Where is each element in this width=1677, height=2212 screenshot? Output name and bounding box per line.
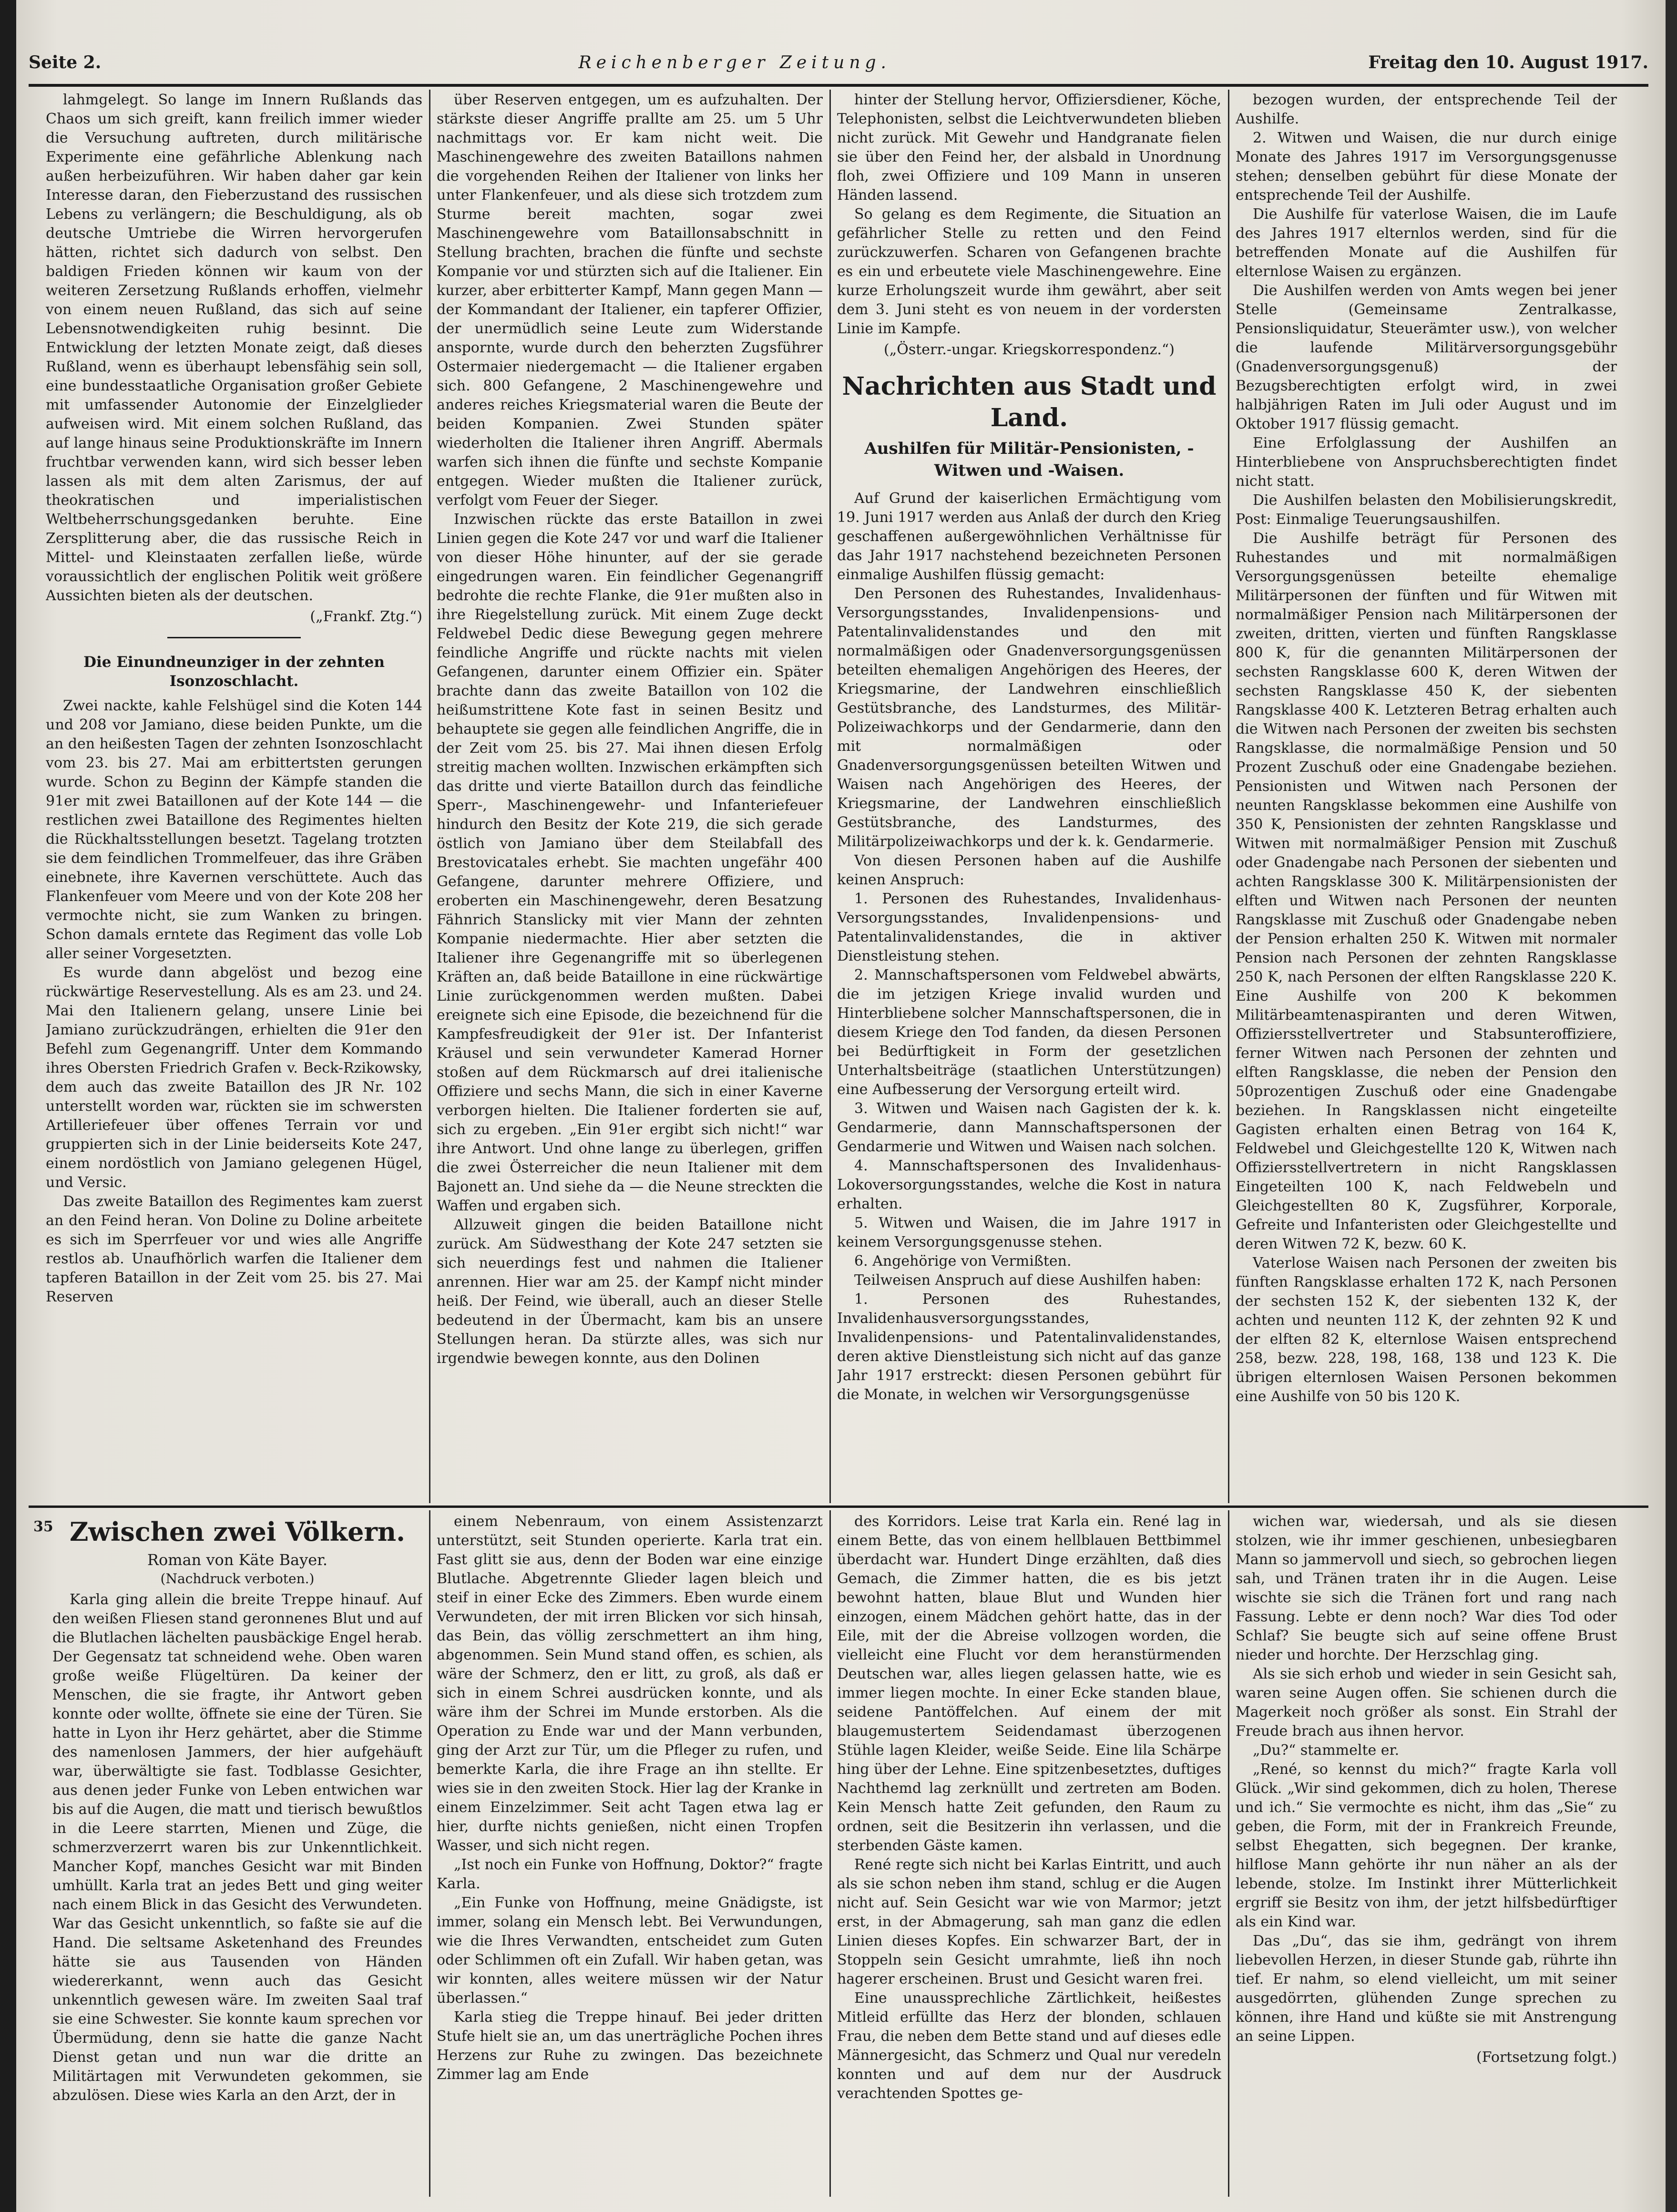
feuilleton-column-4 — [1236, 1512, 1617, 2197]
paragraph: einem Nebenraum, von einem Assistenzarzt unterstützt, seit Stunden operierte. Karla trat ein. Fast glitt sie aus, denn der Boden war eine einzige Blutlache. Abgetrennte Glieder lagen bleich und steif in einer Ecke des Zimmers. Eben wurde einem Verwundeten, der mit irren Blicken vor sich hinsah, das Bein, das völlig zerschmettert an ihm hing, abgenommen. Sein Mund stand offen, es schien, als wäre der Schmerz, den er litt, zu groß, als daß er sich in einem Schrei ausdrücken konnte, und als wäre ihm der Schrei im Munde erstorben. Als die Operation zu Ende war und der Mann verbunden, ging der Arzt zur Tür, um die Pfleger zu rufen, und bemerkte Karla, die ihre Frage an ihn stellte. Er wies sie in den zweiten Stock. Hier lag der Kranke in einem Einzelzimmer. Seit acht Tagen etwa lag er hier, durfte nichts genießen, nicht einen Tropfen Wasser, und sich nicht regen. — [437, 1513, 823, 1854]
paragraph: Das „Du“, das sie ihm, gedrängt von ihrem liebevollen Herzen, in dieser Stunde gab, rührte ihn tief. Er nahm, so elend vielleicht, um mit seiner ausgedörrten, glühenden Zunge sprechen zu können, ihre Hand und küßte sie mit Anstrengung an seine Lippen. — [1236, 1933, 1617, 2045]
article-column-3 — [837, 91, 1221, 1502]
header-rule — [29, 84, 1648, 87]
paragraph: Eine unaussprechliche Zärtlichkeit, heißestes Mitleid erfüllte das Herz der blonden, schlauen Frau, die neben dem Bette stand und auf dieses edle Männergesicht, das Schmerz und Qual nur veredeln konnten und auf dem nur der Ausdruck verachtenden Spottes ge- — [837, 1990, 1221, 2102]
column-rule — [829, 90, 831, 1503]
paragraph: 2. Witwen und Waisen, die nur durch einige Monate des Jahres 1917 im Versorgungsgenusse stehen; denselben gebührt für diese Monate der entsprechende Teil der Aushilfe. — [1236, 130, 1617, 204]
paragraph: Karla stieg die Treppe hinauf. Bei jeder dritten Stufe hielt sie an, um das unerträgliche Pochen ihres Herzens zur Ruhe zu zwingen. Das bezeichnete Zimmer lag am Ende — [437, 2009, 823, 2083]
paragraph: über Reserven entgegen, um es aufzuhalten. Der stärkste dieser Angriffe prallte am 25. um 5 Uhr nachmittags vor. Er kam nicht weit. Die Maschinengewehre des zweiten Bataillons nahmen die vorgehenden Reihen der Italiener von links her unter Flankenfeuer, und als diese sich trotzdem zum Sturme bereit machten, sogar zwei Maschinengewehre vom Bataillonsabschnitt in Stellung brachten, brachen die fünfte und sechste Kompanie vor und stürzten sich auf die Italiener. Ein kurzer, aber erbitterter Kampf, Mann gegen Mann — der Kommandant der Italiener, ein tapferer Offizier, der unermüdlich seine Leute zum Widerstande anspornte, wurde durch den beherzten Zugsführer Ostermaier niedergemacht — die Italiener ergaben sich. 800 Gefangene, 2 Maschinengewehre und anderes reiches Kriegsmaterial waren die Beute der beiden Kompanien. Zwei Stunden später wiederholten die Italiener ihren Angriff. Abermals warfen sich ihnen die fünfte und sechste Kompanie entgegen. Wieder mußten die Italiener zurück, verfolgt vom Feuer der Sieger. — [437, 92, 823, 509]
paragraph: Auf Grund der kaiserlichen Ermächtigung vom 19. Juni 1917 werden aus Anlaß der durch den Krieg geschaffenen außergewöhnlichen Verhältnisse für das Jahr 1917 nachstehend bezeichneten Personen einmalige Aushilfen flüssig gemacht: — [837, 490, 1221, 583]
paragraph: 4. Mannschaftspersonen des Invalidenhaus-Lokoversorgungsstandes, welche die Kost in natura erhalten. — [837, 1157, 1221, 1212]
paragraph: Von diesen Personen haben auf die Aushilfe keinen Anspruch: — [837, 852, 1221, 888]
paragraph: Als sie sich erhob und wieder in sein Gesicht sah, waren seine Augen offen. Sie schienen durch die Magerkeit noch größer als sonst. Ein Strahl der Freude brach aus ihnen hervor. — [1236, 1666, 1617, 1740]
separator-rule — [167, 637, 301, 638]
paragraph: Zwei nackte, kahle Felshügel sind die Koten 144 und 208 vor Jamiano, diese beiden Punkte, um die an den heißesten Tagen der zehnten Isonzoschlacht vom 23. bis 27. Mai am erbittertsten gerungen wurde. Schon zu Beginn der Kämpfe standen die 91er mit zwei Bataillonen auf der Kote 144 — die restlichen zwei Bataillone des Regimentes hielten die Rückhaltsstellungen besetzt. Tagelang trotzten sie dem feindlichen Trommelfeuer, das ihre Gräben einebnete, ihre Kavernen verschüttete. Auch das Flankenfeuer vom Meere und von der Kote 208 her vermochte nicht, sie zum Wanken zu bringen. Schon damals erntete das Regiment das volle Lob aller seiner Vorgesetzten. — [46, 697, 422, 962]
paragraph: „Du?“ stammelte er. — [1253, 1742, 1400, 1759]
page-label: Seite 2. — [29, 52, 102, 72]
article-heading: Die Einundneunziger in der zehnten Isonzoschlacht. — [83, 654, 385, 690]
article-column-2 — [437, 91, 823, 1502]
paragraph: hinter der Stellung hervor, Offiziersdiener, Köche, Telephonisten, selbst die Leichtverwundeten blieben nicht zurück. Mit Gewehr und Handgranate fielen sie über den Feind her, der alsbald in Unordnung floh, zwei Offiziere und 109 Mann in unseren Händen lassend. — [837, 92, 1221, 204]
paragraph: Die Aushilfen werden von Amts wegen bei jener Stelle (Gemeinsame Zentralkasse, Pensionsliquidatur, Steuerämter usw.), von welcher die laufende Militärversorgungsgebühr (Gnadenversorgungsgenuß) der Bezugsberechtigten erfolgt wird, in zwei halbjährigen Raten im Juli oder August und im Oktober 1917 flüssig gemacht. — [1236, 282, 1617, 432]
section-heading: Nachrichten aus Stadt und Land. — [842, 372, 1217, 432]
paragraph: 1. Personen des Ruhestandes, Invalidenhaus-Versorgungsstandes, Invalidenpensions- und Patentalinvalidenstandes, die in aktiver Dienstleistung stehen. — [837, 891, 1221, 964]
column-rule — [1228, 90, 1229, 1503]
novel-title: Zwischen zwei Völkern. — [70, 1516, 405, 1547]
feuilleton-column-3 — [837, 1512, 1221, 2197]
paragraph: „Ist noch ein Funke von Hoffnung, Doktor?“ fragte Karla. — [437, 1856, 823, 1892]
feuilleton-column-2 — [437, 1512, 823, 2197]
paragraph: René regte sich nicht bei Karlas Eintritt, und auch als sie schon neben ihm stand, schlug er die Augen nicht auf. Sein Gesicht war wie von Marmor; jetzt erst, in der Abmagerung, sah man ganz die edlen Linien dieses Kopfes. Ein schwarzer Bart, der in Stoppeln sein Gesicht umrahmte, ließ ihn noch hagerer erscheinen. Brust und Gesicht waren frei. — [837, 1856, 1221, 1987]
column-rule — [429, 1510, 430, 2197]
paragraph: Es wurde dann abgelöst und bezog eine rückwärtige Reservestellung. Als es am 23. und 24. Mai den Italienern gelang, unsere Linie bei Jamiano zurückzudrängen, erhielten die 91er den Befehl zum Gegenangriff. Unter dem Kommando ihres Obersten Friedrich Grafen v. Beck-Rzikowsky, dem auch das zweite Bataillon des JR Nr. 102 unterstellt worden war, rückten sie im schwersten Artilleriefeuer über offenes Terrain vor und gruppierten sich in der Linie beiderseits Kote 247, einem nordöstlich von Jamiano gelegenen Hügel, und Versic. — [46, 964, 422, 1191]
paragraph: 2. Mannschaftspersonen vom Feldwebel abwärts, die im jetzigen Kriege invalid wurden und Hinterbliebene solcher Mannschaftspersonen, die in diesem Kriege den Tod fanden, da diesen Personen bei Bedürftigkeit in Form der gesetzlichen Unterhaltsbeiträge (staatlichen Unterstützungen) eine Aufbesserung der Versorgung erteilt wird. — [837, 967, 1221, 1098]
paragraph: wichen war, wiedersah, und als sie diesen stolzen, wie ihr immer geschienen, unbesiegbaren Mann so jammervoll und siech, so gebrochen liegen sah, und Tränen traten ihr in die Augen. Leise wischte sie sich die Tränen fort und rang nach Fassung. Lebte er denn noch? War dies Tod oder Schlaf? Sie beugte sich auf seine offene Brust nieder und horchte. Der Herzschlag ging. — [1236, 1513, 1617, 1663]
column-rule — [429, 90, 430, 1503]
paragraph: So gelang es dem Regimente, die Situation an gefährlicher Stelle zu retten und den Feind zurückzuwerfen. Scharen von Gefangenen brachte es ein und erbeutete viele Maschinengewehre. Eine kurze Erholungszeit wurde ihm gewährt, aber seit dem 3. Juni steht es von neuem in der vordersten Linie im Kampfe. — [837, 206, 1221, 337]
paragraph: des Korridors. Leise trat Karla ein. René lag in einem Bette, das von einem hellblauen Bettbimmel überdacht war. Hundert Dinge erzählten, daß dies Gemach, die Zimmer hatten, die es bis jetzt bewohnt hatten, blaue Blut und Wunden hier einzogen, einem Mädchen gehört hatte, das in der Eile, mit der die Abreise vollzogen worden, die vielleicht eine Flucht vor dem heranstürmenden Deutschen war, alles liegen gelassen hatte, wie es immer liegen mochte. In einer Ecke standen blaue, seidene Pantöffelchen. Auf einem der mit blaugemustertem Seidendamast überzogenen Stühle lagen Kleider, weiße Seide. Eine lila Schärpe hing über der Lehne. Eine spitzenbesetztes, duftiges Nachthemd lag zerknüllt und zertreten am Boden. Kein Mensch hatte Zeit gefunden, den Raum zu ordnen, seit die Besitzerin ihn verlassen, und die sterbenden Gäste kamen. — [837, 1513, 1221, 1854]
paragraph: Den Personen des Ruhestandes, Invalidenhaus-Versorgungsstandes, Invalidenpensions- und Patentalinvalidenstandes und den mit normalmäßigen oder Gnadenversorgungsgenüssen beteilten ehemaligen Angehörigen des Heeres, der Kriegsmarine, der Landwehren einschließlich Gestütsbranche, des Landsturmes, des Militär-Polizeiwachkorps und der Gendarmerie, dann den mit normalmäßigen oder Gnadenversorgungsgenüssen beteilten Witwen und Waisen nach Angehörigen des Heeres, der Kriegsmarine, der Landwehren einschließlich Gestütsbranche, des Landsturmes, des Militärpolizeiwachkorps und der k. k. Gendarmerie. — [837, 585, 1221, 850]
continuation-note: (Fortsetzung folgt.) — [1476, 2049, 1617, 2066]
issue-date: Freitag den 10. August 1917. — [1368, 52, 1648, 72]
scan-edge-left — [0, 0, 16, 2212]
article-column-1 — [46, 91, 422, 1502]
paragraph: Die Aushilfe beträgt für Personen des Ruhestandes und mit normalmäßigen Versorgungsgenüssen beteilte ehemalige Militärpersonen der fünften und für Witwen mit normalmäßiger Pension nach Militärpersonen der zweiten, dritten, vierten und fünften Rangsklasse 800 K, für die genannten Militärpersonen der sechsten Rangsklasse 600 K, deren Witwen der sechsten Rangsklasse 450 K, der siebenten Rangsklasse 400 K. Letzteren Betrag erhalten auch die Witwen nach Personen der zweiten bis sechsten Rangsklasse, die normalmäßige Pension und 50 Prozent Zuschuß oder eine Gnadengabe beziehen. Pensionisten und Witwen nach Personen der neunten Rangsklasse bekommen eine Aushilfe von 350 K, Pensionisten der zehnten Rangsklasse und Witwen mit normalmäßiger Pension mit Zuschuß oder Gnadengabe nach Personen der siebenten und achten Rangsklasse 300 K. Militärpensionisten der elften und Witwen nach Personen der neunten Rangsklasse mit Zuschuß oder Gnadengabe neben der Pension erhalten 250 K. Witwen mit normaler Pension nach Personen der zehnten Rangsklasse 250 K, nach Personen der elften Rangsklasse 220 K. Eine Aushilfe von 200 K bekommen Militärbeamtenaspiranten und deren Witwen, Offiziersstellvertreter und Stabsunteroffiziere, ferner Witwen nach Personen der zehnten und elften Rangsklasse, die neben der Pension den 50prozentigen Zuschuß oder eine Gnadengabe beziehen. In Rangsklassen nicht eingeteilte Gagisten erhalten einen Betrag von 164 K, Feldwebel und Gleichgestellte 120 K, Witwen nach Offiziersstellvertretern in nicht Rangsklassen Eingeteilten 100 K, nach Feldwebeln und Gleichgestellten 80 K, Zugsführer, Korporale, Gefreite und Infanteristen oder Gleichgestellte und deren Witwen 72 K, bezw. 60 K. — [1236, 530, 1617, 1252]
paragraph: Eine Erfolglassung der Aushilfen an Hinterbliebene von Anspruchsberechtigten findet nicht statt. — [1236, 435, 1617, 490]
newspaper-title: Reichenberger Zeitung. — [578, 52, 891, 72]
paragraph: Die Aushilfen belasten den Mobilisierungskredit, Post: Einmalige Teuerungsaushilfen. — [1236, 492, 1617, 528]
paragraph: lahmgelegt. So lange im Innern Rußlands das Chaos um sich greift, kann freilich immer wieder die Versuchung auftreten, durch militärische Experimente eine gefährliche Ablenkung nach außen herbeizuführen. Wir haben daher gar kein Interesse daran, den Fieberzustand des russischen Lebens zu verlängern; die Beschuldigung, als ob deutsche Umtriebe die Wirren hervorgerufen hätten, richtet sich dadurch von selbst. Den baldigen Frieden können wir kaum von der weiteren Zersetzung Rußlands erhoffen, vielmehr von einem neuen Rußland, das sich auf seine Lebensnotwendigkeiten ruhig besinnt. Die Entwicklung der letzten Monate zeigt, daß dieses Rußland, wenn es überhaupt lebensfähig sein soll, eine bundesstaatliche Organisation großer Gebiete mit umfassender Autonomie der Einzelglieder aufweisen wird. Mit einem solchen Rußland, das auf lange hinaus seine Produktionskräfte im Innern fruchtbar verwenden kann, wird sich besser leben lassen als mit dem alten Zarismus, der auf theokratischen und imperialistischen Weltbeherrschungsgedanken beruhte. Eine Zersplitterung aber, die das russische Reich in Mittel- und Kleinstaaten zerfallen ließe, würde voraussichtlich der englischen Politik weit größere Aussichten bieten als der deutschen. — [46, 92, 422, 604]
paragraph: 6. Angehörige von Vermißten. — [854, 1253, 1072, 1270]
page-header — [29, 46, 1648, 79]
feuilleton-rule — [29, 1505, 1648, 1508]
column-rule — [829, 1510, 831, 2197]
paragraph: „Ein Funke von Hoffnung, meine Gnädigste, ist immer, solang ein Mensch lebt. Bei Verwundungen, wie die Ihres Verwandten, entscheidet zum Guten oder Schlimmen oft ein Zufall. Wir haben getan, was wir konnten, alles weitere müssen wir der Natur überlassen.“ — [437, 1895, 823, 2007]
paragraph: 3. Witwen und Waisen nach Gagisten der k. k. Gendarmerie, dann Mannschaftspersonen der Gendarmerie und Witwen und Waisen nach solchen. — [837, 1100, 1221, 1155]
paragraph: Inzwischen rückte das erste Bataillon in zwei Linien gegen die Kote 247 vor und warf die Italiener von dieser Höhe hinunter, auf der sie gerade eingedrungen waren. Ein feindlicher Gegenangriff bedrohte die rechte Flanke, die 91er mußten also in ihre Riegelstellung zurück. Mit einem Zuge deckt Feldwebel Dedic diese Bewegung gegen mehrere feindliche Angriffe und rückte nachts mit vielen Gefangenen, darunter einem Offizier ein. Später brachte dann das zweite Bataillon von 102 die heißumstrittene Kote fast in seinen Besitz und behauptete sie gegen alle feindlichen Angriffe, die in der Zeit vom 25. bis 27. Mai ihnen diesen Erfolg streitig machen wollten. Inzwischen erkämpften sich das dritte und vierte Bataillon durch das feindliche Sperr-, Maschinengewehr- und Infanteriefeuer hindurch den Besitz der Kote 219, die sich gerade östlich von Jamiano über dem Steilabfall des Brestovicatales erhebt. Sie machten ungefähr 400 Gefangene, darunter mehrere Offiziere, und eroberten ein Maschinengewehr, deren Besatzung Fähnrich Stanslicky mit vier Mann der zehnten Kompanie niedermachte. Hier aber setzten die Italiener ihre Gegenangriffe mit so überlegenen Kräften an, daß beide Bataillone in eine rückwärtige Linie zurückgenommen werden mußten. Dabei ereignete sich eine Episode, die bezeichnend für die Kampfesfreudigkeit der 91er ist. Der Infanterist Kräusel und sein verwundeter Kamerad Horner stoßen auf dem Rückmarsch auf drei italienische Offiziere und sechs Mann, die sich in einer Kaverne verborgen hielten. Die Italiener forderten sie auf, sich zu ergeben. „Ein 91er ergibt sich nicht!“ war ihre Antwort. Und ohne lange zu überlegen, griffen die zwei Österreicher die neun Italiener mit dem Bajonett an. Und siehe da — die Neune streckten die Waffen und ergaben sich. — [437, 511, 823, 1214]
novel-author: Roman von Käte Bayer. — [147, 1551, 328, 1569]
paragraph: Die Aushilfe für vaterlose Waisen, die im Laufe des Jahres 1917 elternlos werden, sind für die betreffenden Monate auf die Aushilfen für elternlose Waisen zu ergänzen. — [1236, 206, 1617, 280]
article-heading: Aushilfen für Militär-Pensionisten, -Witwen und -Waisen. — [864, 439, 1194, 480]
paragraph: 1. Personen des Ruhestandes, Invalidenhausversorgungsstandes, Invalidenpensions- und Patentalinvalidenstandes, deren aktive Dienstleistung sich nicht auf das ganze Jahr 1917 erstreckt: diesen Personen gebührt für die Monate, in welchen wir Versorgungsgenüsse — [837, 1291, 1221, 1403]
feuilleton-column-1 — [52, 1512, 422, 2197]
paragraph: Allzuweit gingen die beiden Bataillone nicht zurück. Am Südwesthang der Kote 247 setzten sie sich neuerdings fest und nahmen die Italiener anrennen. Hier war am 25. der Kampf nicht minder heiß. Der Feind, wie überall, auch an dieser Stelle bedeutend in der Übermacht, kam bis an unsere Stellungen heran. Da stürzte alles, was sich nur irgendwie bewegen konnte, aus den Dolinen — [437, 1217, 823, 1367]
paragraph: bezogen wurden, der entsprechende Teil der Aushilfe. — [1236, 92, 1617, 127]
paragraph: Vaterlose Waisen nach Personen der zweiten bis fünften Rangsklasse erhalten 172 K, nach Personen der sechsten 152 K, der siebenten 132 K, der achten und neunten 112 K, der zehnten 92 K und der elften 82 K, elternlose Waisen entsprechend 258, bezw. 228, 198, 168, 138 und 123 K. Die übrigen elternlosen Waisen Personen bekommen eine Aushilfe von 50 bis 120 K. — [1236, 1255, 1617, 1405]
reprint-note: (Nachdruck verboten.) — [160, 1571, 315, 1587]
source-note: („Österr.-ungar. Kriegskorrespondenz.“) — [884, 341, 1175, 358]
feuilleton-number: 35 — [33, 1518, 53, 1535]
column-rule — [1228, 1510, 1229, 2197]
source-note: („Frankf. Ztg.“) — [310, 608, 422, 625]
paragraph: 5. Witwen und Waisen, die im Jahre 1917 in keinem Versorgungsgenusse stehen. — [837, 1215, 1221, 1250]
paragraph: Karla ging allein die breite Treppe hinauf. Auf den weißen Fliesen stand geronnenes Blut und auf die Blutlachen lächelten pausbäckige Engel herab. Der Gegensatz tat schneidend wehe. Oben waren große weiße Flügeltüren. Da keiner der Menschen, die sie fragte, ihr Antwort geben konnte oder wollte, öffnete sie eine der Türen. Sie hatte in Lyon ihr Herz gehärtet, aber die Stimme des namenlosen Jammers, der hier aufgehäuft war, überwältigte sie fast. Todblasse Gesichter, aus denen jeder Funke von Leben entwichen war bis auf die Augen, die matt und tierisch bewußtlos in die Leere starrten, Mienen und Züge, die schmerzverzerrt waren bis zur Unkenntlichkeit. Mancher Kopf, manches Gesicht war mit Binden umhüllt. Karla trat an jedes Bett und ging weiter nach einem Blick in das Gesicht des Verwundeten. War das Gesicht unkenntlich, so faßte sie auf die Hand. Die seltsame Asketenhand des Freundes hätte sie aus Tausenden von Händen wiedererkannt, wenn auch das Gesicht unkenntlich gewesen wäre. Im zweiten Saal traf sie eine Schwester. Sie konnte kaum sprechen vor Übermüdung, denn sie hatte die ganze Nacht Dienst getan und nun war die dritte an Militärtagen mit Verwundeten gekommen, sie abzulösen. Diese wies Karla an den Arzt, der in — [52, 1591, 422, 2104]
paragraph: Teilweisen Anspruch auf diese Aushilfen haben: — [854, 1272, 1201, 1289]
paragraph: Das zweite Bataillon des Regimentes kam zuerst an den Feind heran. Von Doline zu Doline arbeitete es sich im Sperrfeuer vor und wies alle Angriffe restlos ab. Unaufhörlich warfen die Italiener dem tapferen Bataillon in der Zeit vom 25. bis 27. Mai Reserven — [46, 1193, 422, 1305]
paragraph: „René, so kennst du mich?“ fragte Karla voll Glück. „Wir sind gekommen, dich zu holen, Therese und ich.“ Sie vermochte es nicht, ihm das „Sie“ zu geben, die Form, mit der in Frankreich Freunde, selbst Ehegatten, sich begegnen. Der kranke, hilflose Mann gehörte ihr nun näher an als der lebende, stolze. Im Instinkt ihrer Mütterlichkeit ergriff sie Besitz von ihm, der jetzt hilfsbedürftiger als ein Kind war. — [1236, 1761, 1617, 1930]
article-column-4 — [1236, 91, 1617, 1502]
scan-edge-right — [1666, 0, 1677, 2212]
